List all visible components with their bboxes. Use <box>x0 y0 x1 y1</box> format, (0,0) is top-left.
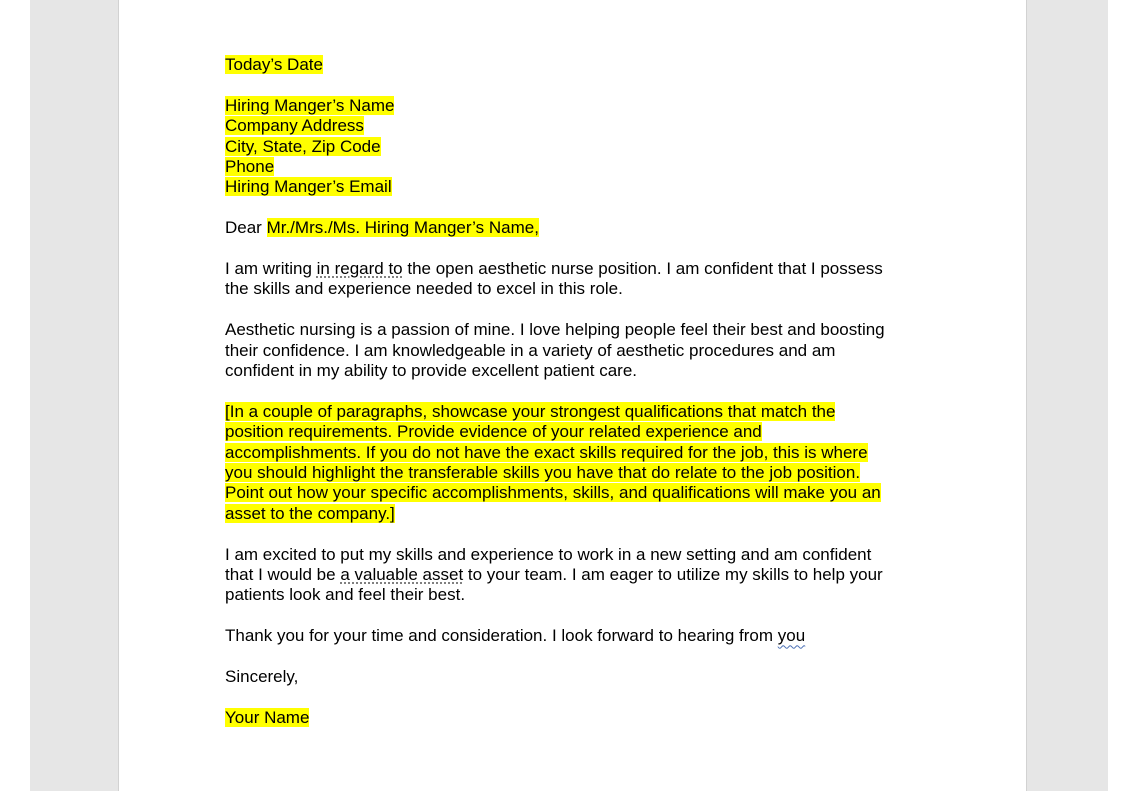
excited-line-2a: that I would be <box>225 565 341 585</box>
paragraph-excited <box>225 545 925 606</box>
paragraph-intro <box>225 259 925 300</box>
passion-line-3: confident in my ability to provide excellent patient care. <box>225 361 638 381</box>
excited-line-1: I am excited to put my skills and experience to work in a new setting and am confident <box>225 544 872 564</box>
grammar-flag-valuable-asset[interactable]: a valuable asset <box>340 565 464 585</box>
paragraph-qualifications-placeholder <box>225 402 925 524</box>
thanks-text: Thank you for your time and consideration. I look forward to hearing from <box>225 626 778 646</box>
closing-text: Sincerely, <box>225 667 299 687</box>
salutation-name[interactable]: Mr./Mrs./Ms. Hiring Manger’s Name, <box>266 218 539 238</box>
excited-line-2b: to your team. I am eager to utilize my skills to help your <box>463 565 883 585</box>
intro-line-2: the skills and experience needed to excel in this role. <box>225 279 623 299</box>
recipient-name[interactable]: Hiring Manger’s Name <box>225 95 395 115</box>
qualifications-line-3[interactable]: accomplishments. If you do not have the exact skills required for the job, this is where <box>225 442 868 462</box>
qualifications-line-1[interactable]: [In a couple of paragraphs, showcase your strongest qualifications that match the <box>225 401 836 421</box>
document-page[interactable] <box>118 0 1027 791</box>
signature-placeholder[interactable]: Your Name <box>225 707 310 727</box>
closing <box>225 667 925 687</box>
qualifications-line-2[interactable]: position requirements. Provide evidence of your related experience and <box>225 422 762 442</box>
recipient-block <box>225 96 925 198</box>
intro-line-1b: the open aesthetic nurse position. I am confident that I possess <box>402 259 883 279</box>
intro-line-1a: I am writing <box>225 259 317 279</box>
date-block <box>225 55 925 75</box>
signature-block <box>225 708 925 728</box>
qualifications-line-5[interactable]: Point out how your specific accomplishments, skills, and qualifications will make you an <box>225 483 881 503</box>
paragraph-passion <box>225 320 925 381</box>
recipient-phone[interactable]: Phone <box>225 157 275 177</box>
letter-body[interactable] <box>225 55 925 749</box>
qualifications-line-6[interactable]: asset to the company.] <box>225 503 395 523</box>
salutation-prefix: Dear <box>225 218 267 238</box>
recipient-email[interactable]: Hiring Manger’s Email <box>225 177 392 197</box>
grammar-flag-in-regard-to[interactable]: in regard to <box>316 259 403 279</box>
passion-line-2: their confidence. I am knowledgeable in a variety of aesthetic procedures and am <box>225 340 836 360</box>
paragraph-thanks <box>225 626 925 646</box>
qualifications-line-4[interactable]: you should highlight the transferable skills you have that do relate to the job position. <box>225 463 861 483</box>
recipient-city-state-zip[interactable]: City, State, Zip Code <box>225 136 381 156</box>
recipient-address[interactable]: Company Address <box>225 116 364 136</box>
excited-line-3: patients look and feel their best. <box>225 585 466 605</box>
salutation <box>225 218 925 238</box>
grammar-flag-you[interactable]: you <box>777 626 806 646</box>
date-placeholder[interactable]: Today’s Date <box>225 55 323 74</box>
passion-line-1: Aesthetic nursing is a passion of mine. I love helping people feel their best and boosting <box>225 320 885 340</box>
document-canvas <box>30 0 1108 791</box>
